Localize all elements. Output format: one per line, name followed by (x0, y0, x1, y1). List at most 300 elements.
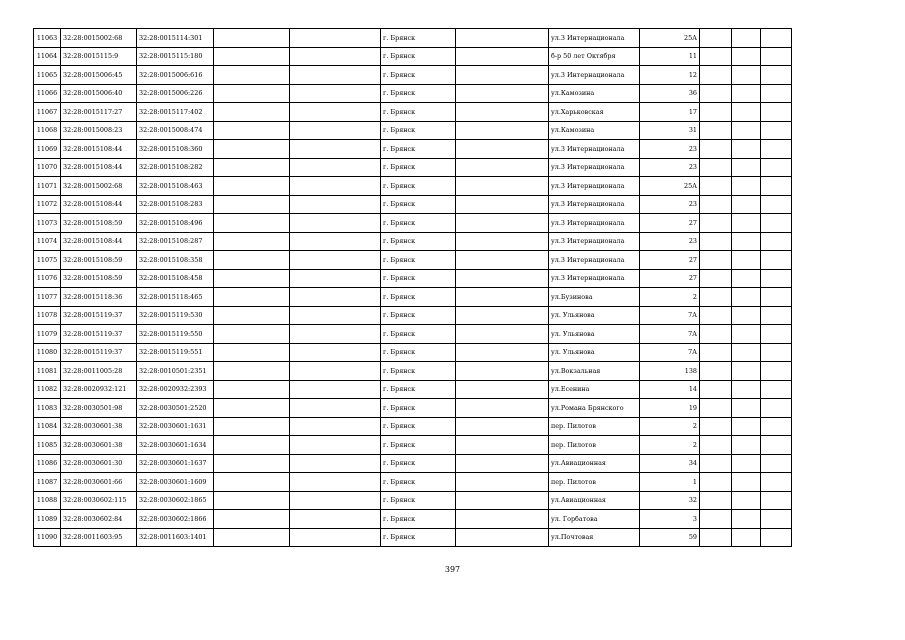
cell-street: ул.3 Интернационала (549, 177, 640, 196)
cell-house-number: 7А (640, 325, 700, 344)
cell-empty (700, 84, 732, 103)
cell-empty (732, 232, 761, 251)
cell-record-number: 11081 (34, 362, 61, 381)
cell-city: г. Брянск (381, 399, 456, 418)
cell-empty (732, 251, 761, 270)
cell-empty (700, 417, 732, 436)
cell-empty (456, 195, 549, 214)
cell-empty (700, 251, 732, 270)
cell-house-number: 2 (640, 288, 700, 307)
cell-empty (290, 454, 381, 473)
cell-record-number: 11065 (34, 66, 61, 85)
table-row (34, 232, 792, 251)
table-row (34, 140, 792, 159)
cell-empty (290, 528, 381, 547)
cell-house-number: 25А (640, 29, 700, 48)
cell-cadastral-number-object: 32:28:0015115:180 (137, 47, 214, 66)
cell-city: г. Брянск (381, 214, 456, 233)
cell-empty (732, 528, 761, 547)
cell-cadastral-number-object: 32:28:0030602:1865 (137, 491, 214, 510)
cell-cadastral-number-object: 32:28:0011603:1401 (137, 528, 214, 547)
cell-empty (761, 47, 792, 66)
cell-empty (700, 269, 732, 288)
cell-empty (761, 140, 792, 159)
cell-empty (761, 306, 792, 325)
register-body (34, 29, 792, 547)
cell-empty (732, 380, 761, 399)
cell-house-number: 7А (640, 306, 700, 325)
cell-empty (290, 84, 381, 103)
table-row (34, 158, 792, 177)
cell-record-number: 11076 (34, 269, 61, 288)
register-sheet (33, 28, 792, 547)
cell-city: г. Брянск (381, 103, 456, 122)
cell-street: ул. Горбатова (549, 510, 640, 529)
cell-street: ул.Вокзальная (549, 362, 640, 381)
table-row (34, 177, 792, 196)
cell-empty (456, 306, 549, 325)
cell-record-number: 11066 (34, 84, 61, 103)
cell-empty (456, 121, 549, 140)
cell-record-number: 11090 (34, 528, 61, 547)
cell-empty (456, 436, 549, 455)
cell-street: ул. Ульянова (549, 343, 640, 362)
cell-empty (761, 288, 792, 307)
cell-empty (732, 417, 761, 436)
cell-street: ул.Романа Брянского (549, 399, 640, 418)
cell-cadastral-number-parcel: 32:28:0015108:44 (61, 158, 137, 177)
cell-empty (700, 528, 732, 547)
cell-house-number: 11 (640, 47, 700, 66)
cell-street: ул.Бузинова (549, 288, 640, 307)
cell-record-number: 11077 (34, 288, 61, 307)
cell-cadastral-number-parcel: 32:28:0030602:84 (61, 510, 137, 529)
cell-empty (456, 103, 549, 122)
cell-house-number: 138 (640, 362, 700, 381)
cell-cadastral-number-object: 32:28:0015119:530 (137, 306, 214, 325)
cell-city: г. Брянск (381, 232, 456, 251)
cell-city: г. Брянск (381, 380, 456, 399)
cell-empty (761, 380, 792, 399)
cell-cadastral-number-object: 32:28:0030602:1866 (137, 510, 214, 529)
cell-record-number: 11083 (34, 399, 61, 418)
cell-empty (214, 436, 290, 455)
cell-empty (761, 121, 792, 140)
cell-empty (290, 140, 381, 159)
cell-empty (700, 362, 732, 381)
table-row (34, 399, 792, 418)
cell-city: г. Брянск (381, 454, 456, 473)
cell-empty (214, 29, 290, 48)
cell-empty (700, 47, 732, 66)
cell-street: ул.Есенина (549, 380, 640, 399)
cell-empty (732, 103, 761, 122)
cell-street: ул. Ульянова (549, 306, 640, 325)
cell-house-number: 3 (640, 510, 700, 529)
cell-empty (700, 177, 732, 196)
cell-empty (761, 510, 792, 529)
cell-record-number: 11085 (34, 436, 61, 455)
cell-empty (214, 140, 290, 159)
cell-cadastral-number-object: 32:28:0015119:550 (137, 325, 214, 344)
cell-cadastral-number-parcel: 32:28:0015108:59 (61, 269, 137, 288)
cell-cadastral-number-object: 32:28:0015108:496 (137, 214, 214, 233)
cell-empty (456, 84, 549, 103)
cell-empty (214, 288, 290, 307)
cell-empty (456, 66, 549, 85)
table-row (34, 436, 792, 455)
cell-empty (456, 399, 549, 418)
cell-empty (290, 325, 381, 344)
cell-empty (732, 288, 761, 307)
cell-empty (732, 158, 761, 177)
cell-cadastral-number-parcel: 32:28:0015119:37 (61, 325, 137, 344)
cell-house-number: 12 (640, 66, 700, 85)
cell-house-number: 14 (640, 380, 700, 399)
cell-house-number: 31 (640, 121, 700, 140)
cell-empty (290, 362, 381, 381)
cell-record-number: 11068 (34, 121, 61, 140)
cell-empty (732, 325, 761, 344)
cell-empty (214, 177, 290, 196)
table-row (34, 306, 792, 325)
cell-empty (761, 66, 792, 85)
table-row (34, 473, 792, 492)
cell-empty (700, 454, 732, 473)
cell-house-number: 27 (640, 269, 700, 288)
cell-cadastral-number-object: 32:28:0015008:474 (137, 121, 214, 140)
cell-city: г. Брянск (381, 269, 456, 288)
cell-street: пер. Пилотов (549, 417, 640, 436)
table-row (34, 103, 792, 122)
cell-empty (732, 399, 761, 418)
cell-cadastral-number-object: 32:28:0020932:2393 (137, 380, 214, 399)
cell-house-number: 2 (640, 436, 700, 455)
cell-street: пер. Пилотов (549, 436, 640, 455)
cell-city: г. Брянск (381, 158, 456, 177)
cell-empty (290, 158, 381, 177)
table-row (34, 121, 792, 140)
cell-empty (732, 473, 761, 492)
cell-empty (456, 251, 549, 270)
cell-empty (456, 325, 549, 344)
cell-empty (456, 510, 549, 529)
cell-street: ул.Почтовая (549, 528, 640, 547)
cell-empty (732, 84, 761, 103)
cell-empty (732, 195, 761, 214)
cell-empty (456, 29, 549, 48)
cell-house-number: 34 (640, 454, 700, 473)
table-row (34, 510, 792, 529)
cell-empty (214, 491, 290, 510)
cell-empty (290, 399, 381, 418)
cell-empty (700, 29, 732, 48)
table-row (34, 66, 792, 85)
cell-city: г. Брянск (381, 343, 456, 362)
cell-empty (214, 399, 290, 418)
cell-empty (700, 510, 732, 529)
table-row (34, 491, 792, 510)
cell-empty (290, 232, 381, 251)
table-row (34, 362, 792, 381)
cell-street: ул.3 Интернационала (549, 66, 640, 85)
cell-empty (700, 343, 732, 362)
cell-empty (700, 288, 732, 307)
cell-house-number: 19 (640, 399, 700, 418)
cell-empty (700, 436, 732, 455)
cell-record-number: 11074 (34, 232, 61, 251)
cell-cadastral-number-object: 32:28:0015108:358 (137, 251, 214, 270)
cell-street: ул.Авиационная (549, 454, 640, 473)
cell-empty (732, 510, 761, 529)
cell-cadastral-number-object: 32:28:0010501:2351 (137, 362, 214, 381)
cell-empty (761, 528, 792, 547)
table-row (34, 343, 792, 362)
cell-city: г. Брянск (381, 417, 456, 436)
cell-empty (214, 417, 290, 436)
cell-record-number: 11069 (34, 140, 61, 159)
table-row (34, 251, 792, 270)
cell-empty (732, 47, 761, 66)
cell-cadastral-number-parcel: 32:28:0015108:44 (61, 195, 137, 214)
cell-empty (290, 436, 381, 455)
cell-empty (456, 269, 549, 288)
cell-empty (214, 103, 290, 122)
cell-cadastral-number-parcel: 32:28:0015006:45 (61, 66, 137, 85)
cell-empty (700, 473, 732, 492)
cell-house-number: 59 (640, 528, 700, 547)
cell-city: г. Брянск (381, 29, 456, 48)
cell-record-number: 11079 (34, 325, 61, 344)
cell-city: г. Брянск (381, 251, 456, 270)
cell-empty (214, 362, 290, 381)
cell-empty (761, 195, 792, 214)
cell-empty (214, 343, 290, 362)
cell-street: ул.3 Интернационала (549, 140, 640, 159)
cell-empty (700, 103, 732, 122)
cell-empty (700, 325, 732, 344)
cell-house-number: 27 (640, 251, 700, 270)
cell-street: ул.Камозина (549, 121, 640, 140)
table-row (34, 29, 792, 48)
table-row (34, 325, 792, 344)
table-row (34, 214, 792, 233)
cell-street: ул.Авиационная (549, 491, 640, 510)
cell-empty (700, 214, 732, 233)
cell-empty (214, 306, 290, 325)
cell-cadastral-number-parcel: 32:28:0030501:98 (61, 399, 137, 418)
cell-house-number: 32 (640, 491, 700, 510)
cell-empty (214, 121, 290, 140)
cell-empty (214, 47, 290, 66)
cell-record-number: 11073 (34, 214, 61, 233)
cell-empty (761, 343, 792, 362)
cell-cadastral-number-object: 32:28:0015108:458 (137, 269, 214, 288)
cell-empty (732, 491, 761, 510)
cell-empty (732, 362, 761, 381)
cell-record-number: 11072 (34, 195, 61, 214)
cell-house-number: 7А (640, 343, 700, 362)
cell-record-number: 11080 (34, 343, 61, 362)
cell-cadastral-number-object: 32:28:0030601:1637 (137, 454, 214, 473)
cell-city: г. Брянск (381, 140, 456, 159)
cell-cadastral-number-parcel: 32:28:0015117:27 (61, 103, 137, 122)
cell-empty (700, 380, 732, 399)
table-row (34, 195, 792, 214)
cell-cadastral-number-object: 32:28:0015117:402 (137, 103, 214, 122)
cell-city: г. Брянск (381, 325, 456, 344)
table-row (34, 288, 792, 307)
cell-cadastral-number-parcel: 32:28:0015118:36 (61, 288, 137, 307)
cell-empty (456, 417, 549, 436)
table-row (34, 47, 792, 66)
cell-empty (214, 251, 290, 270)
cell-record-number: 11070 (34, 158, 61, 177)
cell-cadastral-number-parcel: 32:28:0011603:95 (61, 528, 137, 547)
cell-city: г. Брянск (381, 306, 456, 325)
cell-cadastral-number-parcel: 32:28:0030601:66 (61, 473, 137, 492)
cell-empty (761, 177, 792, 196)
cell-empty (732, 29, 761, 48)
cell-empty (761, 473, 792, 492)
cell-cadastral-number-object: 32:28:0030601:1631 (137, 417, 214, 436)
cell-empty (732, 121, 761, 140)
cell-record-number: 11088 (34, 491, 61, 510)
cell-empty (761, 325, 792, 344)
cell-street: ул.3 Интернационала (549, 251, 640, 270)
cell-house-number: 23 (640, 140, 700, 159)
cell-cadastral-number-parcel: 32:28:0015108:59 (61, 214, 137, 233)
cell-empty (290, 510, 381, 529)
cell-empty (456, 343, 549, 362)
cell-empty (761, 232, 792, 251)
cell-empty (214, 510, 290, 529)
cell-empty (456, 454, 549, 473)
cell-house-number: 23 (640, 158, 700, 177)
cell-empty (761, 251, 792, 270)
cell-cadastral-number-object: 32:28:0030601:1634 (137, 436, 214, 455)
cell-street: ул.Харьковская (549, 103, 640, 122)
cell-empty (456, 177, 549, 196)
cell-cadastral-number-object: 32:28:0015108:463 (137, 177, 214, 196)
cell-city: г. Брянск (381, 528, 456, 547)
cell-empty (732, 454, 761, 473)
cell-cadastral-number-parcel: 32:28:0015002:68 (61, 177, 137, 196)
cell-house-number: 27 (640, 214, 700, 233)
cell-empty (214, 454, 290, 473)
cell-street: ул.3 Интернационала (549, 214, 640, 233)
cell-empty (214, 66, 290, 85)
cell-empty (732, 140, 761, 159)
cell-cadastral-number-parcel: 32:28:0030601:38 (61, 436, 137, 455)
cell-empty (761, 214, 792, 233)
cell-empty (290, 473, 381, 492)
cell-empty (290, 343, 381, 362)
table-row (34, 380, 792, 399)
table-row (34, 417, 792, 436)
cell-cadastral-number-object: 32:28:0015108:282 (137, 158, 214, 177)
cell-cadastral-number-parcel: 32:28:0011005:28 (61, 362, 137, 381)
cell-empty (290, 29, 381, 48)
cell-record-number: 11075 (34, 251, 61, 270)
cell-empty (290, 103, 381, 122)
cell-empty (732, 214, 761, 233)
cell-record-number: 11084 (34, 417, 61, 436)
cell-empty (732, 343, 761, 362)
table-row (34, 269, 792, 288)
cell-city: г. Брянск (381, 66, 456, 85)
cell-empty (290, 66, 381, 85)
cell-cadastral-number-parcel: 32:28:0015006:40 (61, 84, 137, 103)
cell-house-number: 23 (640, 232, 700, 251)
cell-empty (761, 29, 792, 48)
cell-empty (732, 436, 761, 455)
cell-cadastral-number-parcel: 32:28:0015002:68 (61, 29, 137, 48)
cell-empty (290, 121, 381, 140)
register-table (33, 28, 792, 547)
cell-empty (456, 528, 549, 547)
cell-cadastral-number-parcel: 32:28:0030602:115 (61, 491, 137, 510)
cell-empty (700, 121, 732, 140)
cell-city: г. Брянск (381, 436, 456, 455)
cell-city: г. Брянск (381, 195, 456, 214)
cell-street: ул.3 Интернационала (549, 29, 640, 48)
cell-empty (456, 380, 549, 399)
cell-empty (214, 269, 290, 288)
cell-city: г. Брянск (381, 47, 456, 66)
cell-house-number: 17 (640, 103, 700, 122)
cell-cadastral-number-object: 32:28:0015006:616 (137, 66, 214, 85)
cell-house-number: 25А (640, 177, 700, 196)
cell-cadastral-number-parcel: 32:28:0015108:44 (61, 232, 137, 251)
cell-street: ул.3 Интернационала (549, 158, 640, 177)
cell-street: ул. Ульянова (549, 325, 640, 344)
cell-cadastral-number-parcel: 32:28:0020932:121 (61, 380, 137, 399)
cell-empty (290, 251, 381, 270)
cell-empty (732, 66, 761, 85)
cell-empty (290, 269, 381, 288)
cell-empty (290, 195, 381, 214)
table-row (34, 528, 792, 547)
cell-cadastral-number-object: 32:28:0015108:287 (137, 232, 214, 251)
cell-cadastral-number-object: 32:28:0015119:551 (137, 343, 214, 362)
cell-empty (761, 399, 792, 418)
cell-cadastral-number-parcel: 32:28:0015119:37 (61, 343, 137, 362)
cell-record-number: 11086 (34, 454, 61, 473)
cell-record-number: 11063 (34, 29, 61, 48)
cell-empty (456, 362, 549, 381)
cell-cadastral-number-parcel: 32:28:0030601:30 (61, 454, 137, 473)
cell-empty (214, 158, 290, 177)
cell-empty (456, 158, 549, 177)
cell-empty (456, 140, 549, 159)
cell-street: ул.3 Интернационала (549, 232, 640, 251)
cell-empty (700, 306, 732, 325)
cell-empty (290, 47, 381, 66)
cell-empty (761, 454, 792, 473)
cell-house-number: 36 (640, 84, 700, 103)
cell-cadastral-number-object: 32:28:0015108:360 (137, 140, 214, 159)
cell-city: г. Брянск (381, 510, 456, 529)
cell-cadastral-number-object: 32:28:0030601:1609 (137, 473, 214, 492)
cell-house-number: 2 (640, 417, 700, 436)
cell-empty (732, 306, 761, 325)
cell-empty (761, 417, 792, 436)
cell-street: пер. Пилотов (549, 473, 640, 492)
cell-empty (761, 491, 792, 510)
table-row (34, 454, 792, 473)
cell-street: ул.3 Интернационала (549, 195, 640, 214)
